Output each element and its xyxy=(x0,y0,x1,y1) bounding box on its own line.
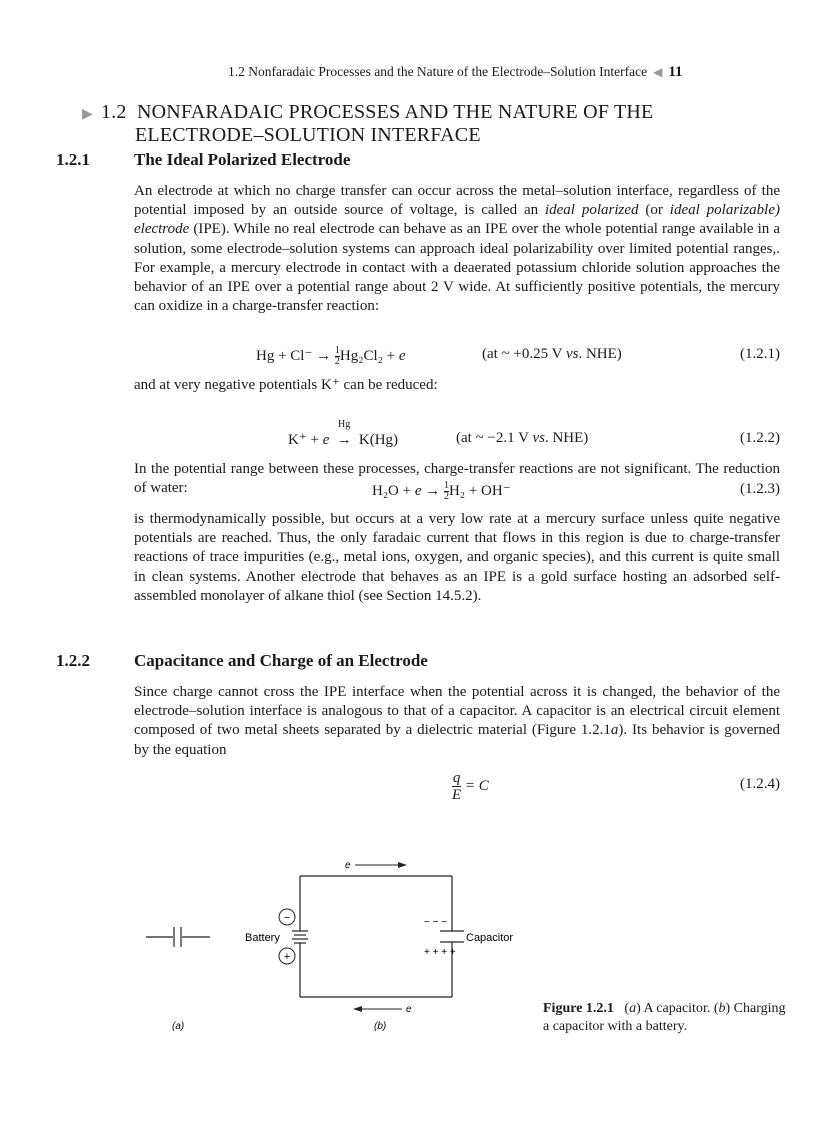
panel-label-a: (a) xyxy=(172,1021,185,1032)
q-over-e-fraction: $\frac{q}{E}$ xyxy=(452,770,462,803)
running-header xyxy=(228,64,683,81)
caption-label: Figure 1.2.1 xyxy=(543,1001,614,1016)
panel-label-b: (b) xyxy=(374,1021,387,1032)
equation-number: (1.2.4) xyxy=(740,776,780,792)
equation: $\frac{q}{E}$ = C xyxy=(452,770,489,803)
subsection-number: 1.2.2 xyxy=(56,651,90,670)
section-marker-icon: ▶ xyxy=(82,107,93,122)
figure-caption: Figure 1.2.1 (a) A capacitor. (b) Charging a capacitor with a battery. xyxy=(543,1001,786,1034)
subsection-title: Capacitance and Charge of an Electrode xyxy=(134,651,428,670)
electron-label-top: e xyxy=(345,860,351,871)
paragraph: is thermodynamically possible, but occurs at a very low rate at a mercury surface unless quite negative potentials are reached. Thus, the only faradaic current that flows in this region is due to charge-transfer reactions of trace impurities (e.g., metal ions, oxygen, and organic species), and this current is quite small in clean systems. Another electrode that behaves as an IPE is a gold surface hosting an adsorbed self-assembled monolayer of alkane thiol (see Section 14.5.2). xyxy=(134,511,780,604)
electron-label-bottom: e xyxy=(406,1004,412,1015)
capacitor-symbol-a xyxy=(146,927,210,947)
left-triangle-icon: ◀ xyxy=(653,65,663,79)
equation-number: (1.2.3) xyxy=(740,481,780,497)
battery-label: Battery xyxy=(245,932,280,944)
reaction-arrow: Hg → xyxy=(336,419,352,448)
section-title-line1: NONFARADAIC PROCESSES AND THE NATURE OF THE xyxy=(137,101,654,123)
capacitor-positive-charges: + + + + xyxy=(424,947,456,958)
section-number: 1.2 xyxy=(101,101,127,123)
equation: Hg + Cl⁻ → $\frac{1}{2}$ Hg₂Cl₂ + e xyxy=(256,345,406,368)
paragraph: and at very negative potentials K⁺ can be reduced: xyxy=(134,377,438,393)
paragraph: In the potential range between these processes, charge-transfer reactions are not significant. The reduction of water: xyxy=(134,461,780,497)
battery-symbol xyxy=(292,931,308,943)
capacitor-negative-charges: − − − xyxy=(424,917,448,928)
half-fraction: $\frac{1}{2}$ xyxy=(334,345,340,368)
equation: K⁺ + e Hg → K(Hg) xyxy=(288,419,399,448)
page-number: 11 xyxy=(668,64,683,80)
section-heading xyxy=(101,101,653,147)
electron-arrow-bottom xyxy=(353,1006,402,1012)
electron-arrow-top xyxy=(355,862,407,868)
subsection-heading xyxy=(56,150,350,170)
half-fraction: $\frac{1}{2}$ xyxy=(444,480,450,503)
paragraph: Since charge cannot cross the IPE interface when the potential across it is changed, the behavior of the electrode–solution interface is analogous to that of a capacitor. A capacitor is an electrical circuit element composed of two metal sheets separated by a dielectric material (Figure 1.2.1a). Its behavior is governed by the equation xyxy=(134,684,781,758)
circuit-wires xyxy=(300,876,452,997)
equation-number: (1.2.2) xyxy=(740,430,780,446)
equation-condition: (at ~ +0.25 V vs. NHE) xyxy=(482,346,622,362)
subsection-heading xyxy=(56,651,428,671)
capacitor-symbol-b xyxy=(440,931,464,942)
running-title: 1.2 Nonfaradaic Processes and the Nature of the Electrode–Solution Interface xyxy=(228,64,648,79)
plus-sign: + xyxy=(283,951,291,963)
section-title-line2: ELECTRODE–SOLUTION INTERFACE xyxy=(135,124,481,146)
minus-sign: − xyxy=(283,912,291,924)
subsection-title: The Ideal Polarized Electrode xyxy=(134,150,351,169)
subsection-number: 1.2.1 xyxy=(56,150,90,169)
capacitor-label: Capacitor xyxy=(466,932,514,944)
equation-number: (1.2.1) xyxy=(740,346,780,362)
equation-condition: (at ~ −2.1 V vs. NHE) xyxy=(456,430,589,446)
equation: H₂O + e → $\frac{1}{2}$ H₂ + OH⁻ xyxy=(372,480,511,503)
paragraph: An electrode at which no charge transfer can occur across the metal–solution interface, regardless of the potential imposed by an outside source of voltage, is called an ideal polarized (or ideal polarizable) electrode (IPE). While no real electrode can behave as an IPE over the whole potential range available in a solution, some electrode–solution systems can approach ideal polarizability over limited potential ranges,. For example, a mercury electrode in contact with a deaerated potassium chloride solution approaches the behavior of an IPE over a potential range about 2 V wide. At sufficiently positive potentials, the mercury can oxidize in a charge-transfer reaction: xyxy=(134,183,780,315)
